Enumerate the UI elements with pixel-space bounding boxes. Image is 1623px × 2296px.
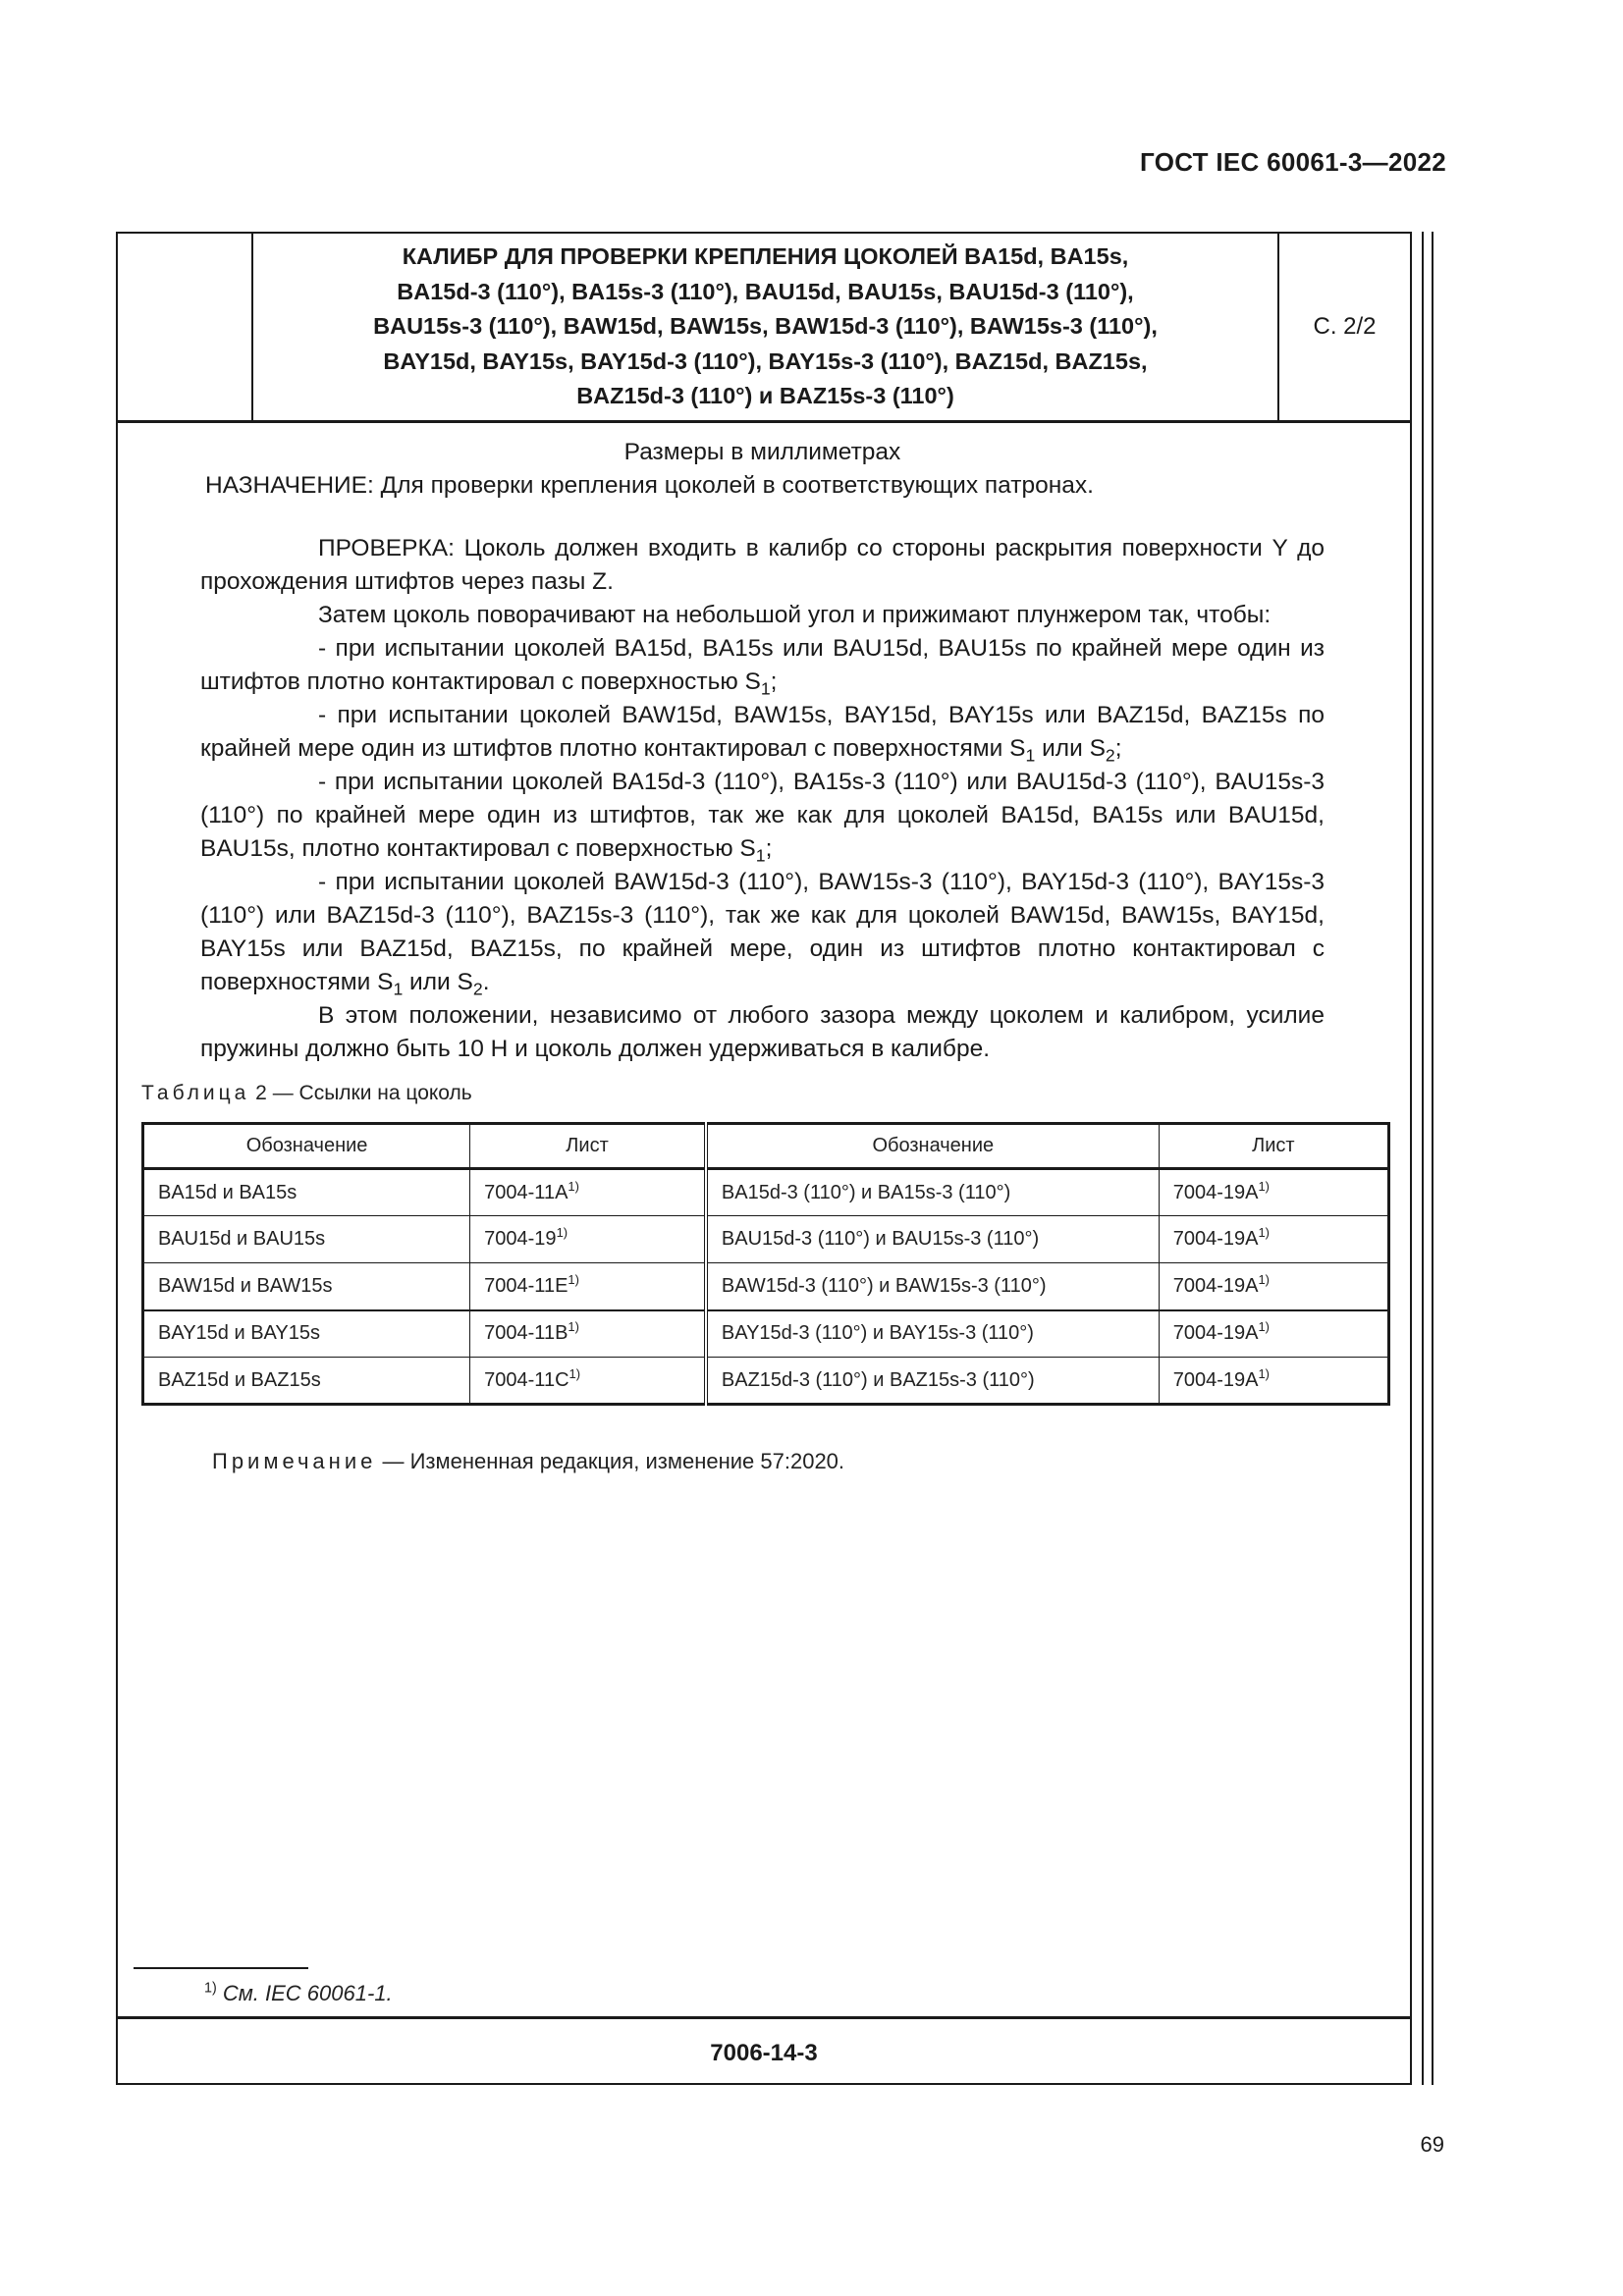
sheet-value: 7004-11B [484,1322,568,1345]
item-3-text: - при испытании цоколей BA15d-3 (110°), BA15s-3 (110°) или BAU15d-3 (110°), BAU15s-3 (110°) по крайней мере один из штифтов, так же как для цоколей BA15d, BA15s или BAU15d, BAU15s, плотно контактировал с поверхностью S [200,769,1325,862]
title-block-title-cell [253,234,1279,420]
subscript: 1 [755,845,766,866]
table-caption-word: Таблица [141,1082,250,1104]
dimensions-note: Размеры в миллиметрах [623,439,901,465]
sheet-cell [1159,1263,1388,1310]
item-1-text: - при испытании цоколей BA15d, BA15s или BAU15d, BAU15s по крайней мере один из штифтов плотно контактировал с поверхностью S [200,635,1325,695]
designation-cell: BA15d и BA15s [143,1169,470,1216]
sheet-value: 7004-19A [1172,1322,1259,1345]
footnote-mark: 1) [568,1178,579,1194]
sheet-value: 7004-19A [1172,1181,1259,1203]
footnote-text: См. IEC 60061-1. [216,1981,393,2005]
subscript: 2 [472,979,483,999]
note [212,1449,844,1474]
sheet-label: С. 2/2 [1313,313,1377,340]
sheet-cell [1159,1310,1388,1358]
page-number: 69 [1420,2132,1444,2157]
punctuation: . [482,969,490,995]
table-caption-text: 2 — Ссылки на цоколь [249,1082,472,1104]
check-paragraph: ПРОВЕРКА: Цоколь должен входить в калибр со стороны раскрытия поверхности Y до прохождения штифтов через пазы Z. [200,535,1325,595]
footnote-mark: 1) [1258,1178,1271,1194]
table-row [143,1216,1389,1263]
base-reference-table [141,1122,1390,1406]
sheet-value: 7004-11A [484,1181,568,1203]
title-line: КАЛИБР ДЛЯ ПРОВЕРКИ КРЕПЛЕНИЯ ЦОКОЛЕЙ BA15d, BA15s, [402,243,1129,270]
item-2 [200,699,1325,766]
footnote-mark: 1) [1258,1271,1271,1287]
frame-outer-line [1432,232,1434,2085]
table-row [143,1358,1389,1405]
table-header-row [143,1124,1389,1169]
designation-cell: BAZ15d и BAZ15s [143,1358,470,1405]
footnote-rule [134,1967,308,1969]
designation-cell: BAU15d и BAU15s [143,1216,470,1263]
sheet-cell [470,1310,706,1358]
paragraph-gap [200,503,1325,532]
designation-cell: BAZ15d-3 (110°) и BAZ15s-3 (110°) [706,1358,1159,1405]
header-cell: Обозначение [143,1124,470,1169]
body-text [200,436,1325,1066]
footnote-mark: 1) [568,1271,579,1287]
footnote-mark: 1) [204,1980,217,1997]
sheet-value: 7004-19 [484,1228,557,1250]
footnote [204,1981,393,2006]
or-word: или S [403,969,473,995]
item-4-text: - при испытании цоколей BAW15d-3 (110°), BAW15s-3 (110°), BAY15d-3 (110°), BAY15s-3 (110°) или BAZ15d-3 (110°), BAZ15s-3 (110°), так же как для цоколей BAW15d, BAW15s, BAY15d, BAY15s или BAZ15d, BAZ15s, по крайней мере, один из штифтов плотно контактировал с поверхностями S [200,869,1325,995]
title-block [118,234,1410,423]
footnote-mark: 1) [556,1225,568,1241]
item-3 [200,766,1325,866]
title-line: BA15d-3 (110°), BA15s-3 (110°), BAU15d, BAU15s, BAU15d-3 (110°), [397,278,1134,304]
designation-cell: BAY15d и BAY15s [143,1310,470,1358]
subscript: 1 [1025,745,1036,766]
designation-cell: BAU15d-3 (110°) и BAU15s-3 (110°) [706,1216,1159,1263]
sheet-value: 7004-11C [484,1368,569,1391]
purpose-paragraph: НАЗНАЧЕНИЕ: Для проверки крепления цоколей в соответствующих патронах. [205,472,1094,499]
title-line: BAU15s-3 (110°), BAW15d, BAW15s, BAW15d-3 (110°), BAW15s-3 (110°), [373,313,1158,340]
frame-outer-line [1422,232,1424,2085]
sheet-code: 7006-14-3 [118,2016,1410,2088]
subscript: 1 [760,678,771,699]
page-frame [116,232,1412,2085]
note-text: — Измененная редакция, изменение 57:2020. [376,1449,845,1473]
document-title [373,240,1158,414]
title-block-blank-cell [118,234,253,420]
designation-cell: BAW15d и BAW15s [143,1263,470,1310]
subscript: 2 [1105,745,1115,766]
sheet-cell [470,1263,706,1310]
note-label: Примечание [212,1449,377,1473]
table-row [143,1310,1389,1358]
footnote-mark: 1) [1258,1225,1271,1241]
title-line: BAY15d, BAY15s, BAY15d-3 (110°), BAY15s-3 (110°), BAZ15d, BAZ15s, [383,347,1148,374]
position-paragraph: В этом положении, независимо от любого зазора между цоколем и калибром, усилие пружины должно быть 10 Н и цоколь должен удерживаться в калибре. [200,1002,1325,1062]
table-row [143,1263,1389,1310]
designation-cell: BAW15d-3 (110°) и BAW15s-3 (110°) [706,1263,1159,1310]
then-paragraph: Затем цоколь поворачивают на небольшой угол и прижимают плунжером так, чтобы: [318,602,1271,628]
subscript: 1 [393,979,404,999]
item-4 [200,866,1325,999]
sheet-value: 7004-19A [1172,1274,1259,1297]
sheet-cell [1159,1216,1388,1263]
sheet-cell [1159,1358,1388,1405]
table-caption [141,1082,472,1105]
punctuation: ; [765,835,773,862]
footnote-mark: 1) [568,1319,579,1335]
footnote-mark: 1) [568,1365,581,1381]
sheet-cell [470,1169,706,1216]
item-1 [200,632,1325,699]
sheet-cell [470,1358,706,1405]
footnote-mark: 1) [1258,1365,1271,1381]
designation-cell: BAY15d-3 (110°) и BAY15s-3 (110°) [706,1310,1159,1358]
sheet-value: 7004-19A [1172,1368,1259,1391]
sheet-cell [1159,1169,1388,1216]
sheet-value: 7004-11E [484,1274,568,1297]
sheet-cell [470,1216,706,1263]
header-cell: Лист [1159,1124,1388,1169]
header-cell: Обозначение [706,1124,1159,1169]
header-cell: Лист [470,1124,706,1169]
punctuation: ; [770,668,778,695]
footnote-mark: 1) [1258,1319,1271,1335]
sheet-value: 7004-19A [1172,1228,1259,1250]
or-word: или S [1035,735,1106,762]
punctuation: ; [1114,735,1122,762]
document-code: ГОСТ IEC 60061-3—2022 [1140,147,1446,177]
designation-cell: BA15d-3 (110°) и BA15s-3 (110°) [706,1169,1159,1216]
title-line: BAZ15d-3 (110°) и BAZ15s-3 (110°) [576,383,954,409]
item-2-text: - при испытании цоколей BAW15d, BAW15s, BAY15d, BAY15s или BAZ15d, BAZ15s по крайней мере один из штифтов плотно контактировал с поверхностями S [200,702,1325,762]
table-row [143,1169,1389,1216]
